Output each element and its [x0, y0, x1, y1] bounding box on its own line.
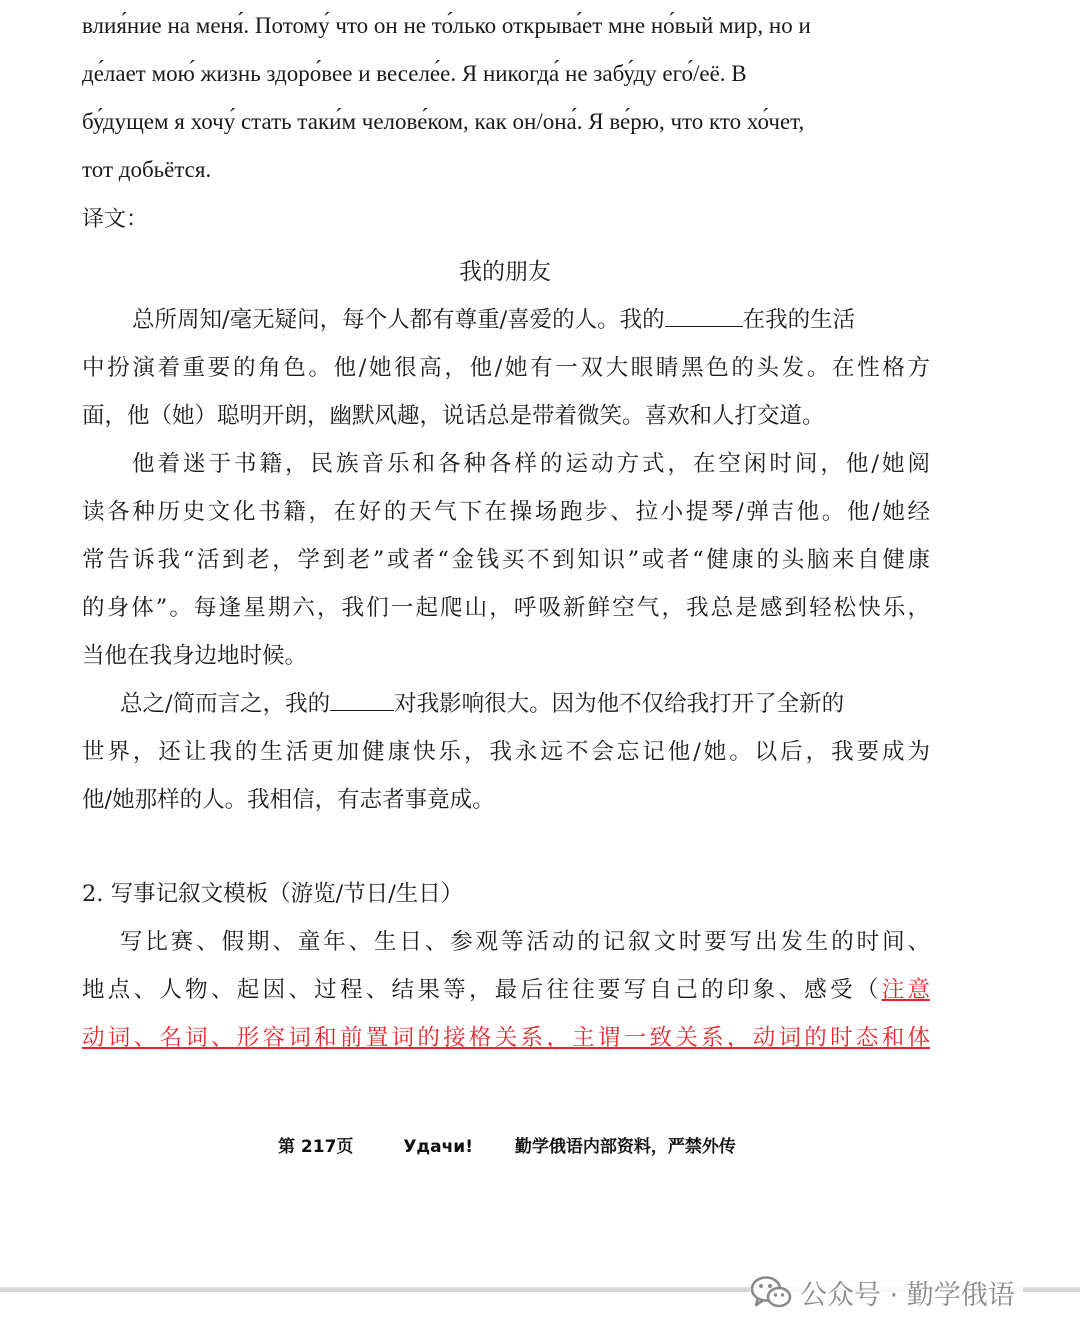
paragraph-line: 的身体”。每逢星期六，我们一起爬山，呼吸新鲜空气，我总是感到轻松快乐， [82, 595, 930, 621]
footer-notice: 勤学俄语内部资料，严禁外传 [514, 1137, 736, 1157]
essay-paragraph-1 [82, 296, 930, 440]
paragraph-line: 世界，还让我的生活更加健康快乐，我永远不会忘记他/她。以后，我要成为 [82, 739, 930, 765]
wechat-icon [750, 1274, 792, 1310]
paragraph-line [82, 296, 930, 344]
paragraph-line: 常告诉我“活到老，学到老”或者“金钱买不到知识”或者“健康的头脑来自健康 [82, 547, 930, 573]
page-number: 第 217页 [278, 1137, 354, 1157]
watermark-text: 公众号 · 勤学俄语 [800, 1279, 1015, 1311]
essay-paragraph-3 [82, 680, 930, 824]
fill-in-blank [665, 300, 743, 327]
paragraph-text: 总之/简而言之，我的 [120, 691, 331, 717]
russian-line: де́лает мою́ жизнь здоро́вее и веселе́е. Я никогда́ не забу́ду его́/её. В [82, 61, 747, 86]
section-heading: 2. 写事记叙文模板（游览/节日/生日） [82, 881, 464, 907]
highlighted-note: 动词、名词、形容词和前置词的接格关系，主谓一致关系，动词的时态和体 [82, 1025, 930, 1051]
russian-line: бу́дущем я хочу́ стать таки́м челове́ком, как он/она́. Я ве́рю, что кто хо́чет, [82, 109, 805, 134]
highlighted-note: 注意 [881, 977, 930, 1003]
paragraph-line: 写比赛、假期、童年、生日、参观等活动的记叙文时要写出发生的时间、 [120, 929, 930, 955]
essay-title: 我的朋友 [459, 259, 551, 285]
paragraph-line: 他/她那样的人。我相信，有志者事竟成。 [82, 787, 495, 813]
russian-line: тот добьётся. [82, 157, 212, 182]
paragraph-line [82, 966, 930, 1014]
footer-motto: Удачи! [403, 1137, 473, 1157]
russian-line: влия́ние на меня́. Потому́ что он не то́лько открыва́ет мне но́вый мир, но и [82, 13, 811, 38]
watermark [750, 1268, 1023, 1316]
translation-label: 译文： [82, 207, 149, 232]
paragraph-text: 地点、人物、起因、过程、结果等，最后往往要写自己的印象、感受（ [82, 977, 882, 1003]
paragraph-line: 中扮演着重要的角色。他/她很高，他/她有一双大眼睛黑色的头发。在性格方 [82, 355, 930, 381]
paragraph-line: 当他在我身边地时候。 [82, 643, 308, 669]
paragraph-text: 总所周知/毫无疑问，每个人都有尊重/喜爱的人。我的 [132, 307, 665, 333]
russian-paragraph [82, 2, 932, 194]
paragraph-line: 他着迷于书籍，民族音乐和各种各样的运动方式，在空闲时间，他/她阅 [132, 451, 930, 477]
paragraph-text: 对我影响很大。因为他不仅给我打开了全新的 [394, 691, 845, 717]
paragraph-line: 读各种历史文化书籍，在好的天气下在操场跑步、拉小提琴/弹吉他。他/她经 [82, 499, 930, 525]
fill-in-blank [330, 684, 394, 711]
paragraph-line [82, 680, 930, 728]
section-2 [82, 870, 930, 1062]
essay-paragraph-2 [82, 440, 930, 680]
paragraph-text: 在我的生活 [742, 307, 856, 333]
paragraph-line: 面，他（她）聪明开朗，幽默风趣，说话总是带着微笑。喜欢和人打交道。 [82, 403, 825, 429]
page-footer [278, 1132, 736, 1157]
